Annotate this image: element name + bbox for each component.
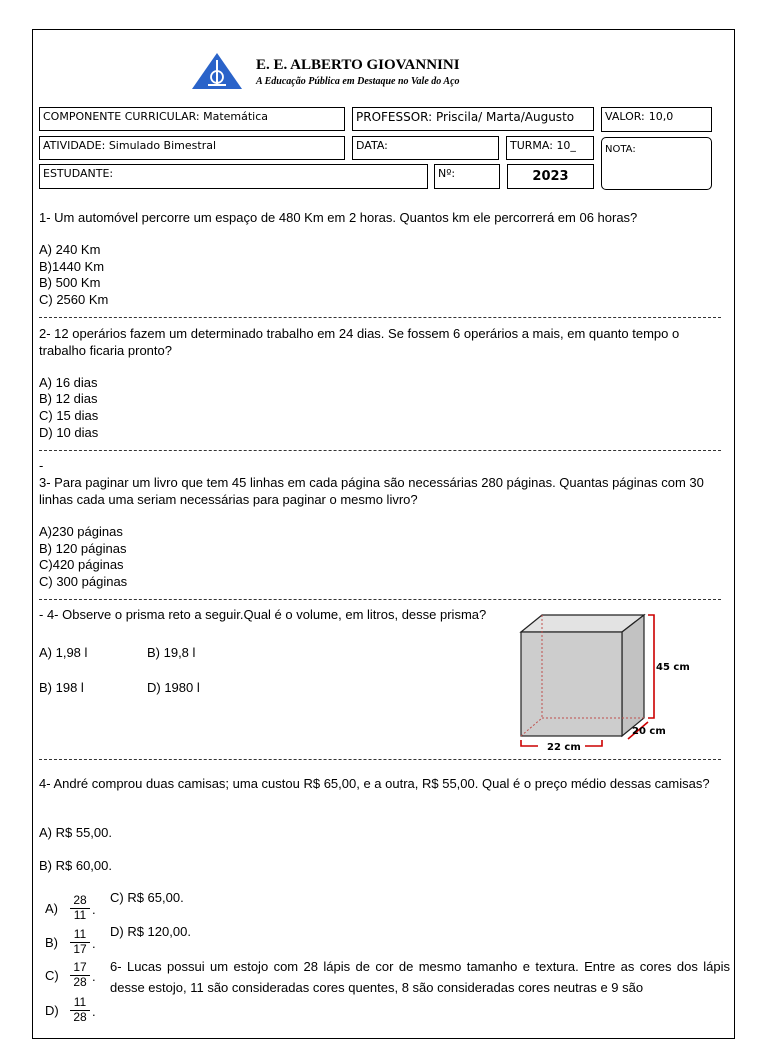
professor-field[interactable]: PROFESSOR: Priscila/ Marta/Augusto [352, 107, 594, 131]
q3-option-a[interactable]: A)230 páginas [39, 524, 123, 539]
q4-option-b2[interactable]: B) 198 l [39, 680, 84, 695]
separator [39, 599, 721, 600]
prism-width-label: 22 cm [547, 742, 581, 753]
q1-text: 1- Um automóvel percorre um espaço de 480 Km em 2 horas. Quantos km ele percorrerá em 06 horas? [39, 210, 638, 225]
fraction-numerator: 17 [70, 961, 90, 976]
q4-option-b1[interactable]: B) 19,8 l [147, 645, 196, 660]
fraction-denominator: 28 [73, 975, 87, 989]
q5-option-c[interactable]: C) R$ 65,00. [110, 890, 184, 905]
fraction-denominator: 11 [73, 908, 87, 922]
q5-option-a[interactable]: A) R$ 55,00. [39, 825, 112, 840]
nota-field[interactable]: NOTA: [601, 137, 712, 190]
q4-option-d[interactable]: D) 1980 l [147, 680, 200, 695]
valor-label: VALOR: [605, 110, 645, 123]
numero-field[interactable]: Nº: [434, 164, 500, 189]
q3-text: 3- Para paginar um livro que tem 45 linhas em cada página são necessárias 280 páginas. Quantas páginas com 30 linhas cada uma seriam necessárias para paginar o mesmo livro? [39, 475, 704, 507]
q4-text: - 4- Observe o prisma reto a seguir.Qual é o volume, em litros, desse prisma? [39, 607, 487, 622]
fraction-numerator: 11 [70, 928, 90, 943]
valor-value: 10,0 [648, 110, 674, 123]
fraction-label: D) [45, 1003, 59, 1018]
atividade-field[interactable]: ATIVIDADE: Simulado Bimestral [39, 136, 345, 160]
data-field[interactable]: DATA: [352, 136, 499, 160]
q2-option-b[interactable]: B) 12 dias [39, 391, 98, 406]
separator [39, 759, 721, 760]
fraction-denominator: 17 [73, 942, 87, 956]
q6-text: 6- Lucas possui um estojo com 28 lápis de cor de mesmo tamanho e textura. Entre as cores dos lápis desse estojo, 11 são consideradas cores quentes, 8 são consideradas cores neutras e 9 são [110, 959, 730, 995]
componente-field[interactable]: COMPONENTE CURRICULAR: Matemática [39, 107, 345, 131]
prism-front-face [521, 632, 622, 736]
fraction-label: B) [45, 935, 58, 950]
school-slogan: A Educação Pública em Destaque no Vale do Aço [256, 76, 460, 87]
valor-field[interactable] [601, 107, 712, 132]
q5-option-b[interactable]: B) R$ 60,00. [39, 858, 112, 873]
q2-text: 2- 12 operários fazem um determinado trabalho em 24 dias. Se fossem 6 operários a mais, em quanto tempo o trabalho ficaria pronto? [39, 326, 680, 358]
prism-depth-label: 20 cm [632, 726, 666, 737]
fraction-denominator: 28 [73, 1010, 87, 1024]
q4-option-a[interactable]: A) 1,98 l [39, 645, 88, 660]
fraction-numerator: 28 [70, 894, 90, 909]
q3-stray-dash: - [39, 458, 44, 473]
school-logo-icon [191, 52, 243, 90]
q5-option-d[interactable]: D) R$ 120,00. [110, 924, 191, 939]
separator [39, 450, 721, 451]
year-field: 2023 [507, 164, 594, 189]
q3-option-b[interactable]: B) 120 páginas [39, 541, 127, 556]
q1-option-b2[interactable]: B) 500 Km [39, 275, 101, 290]
turma-field[interactable]: TURMA: 10_ [506, 136, 594, 160]
separator [39, 317, 721, 318]
fraction-label: C) [45, 968, 59, 983]
prism-figure [512, 608, 712, 756]
fraction-label: A) [45, 901, 58, 916]
q2-option-c[interactable]: C) 15 dias [39, 408, 99, 423]
q1-option-a[interactable]: A) 240 Km [39, 242, 101, 257]
fraction-numerator: 11 [70, 996, 90, 1011]
q1-option-c[interactable]: C) 2560 Km [39, 292, 109, 307]
q2-option-d[interactable]: D) 10 dias [39, 425, 99, 440]
q3-option-c2[interactable]: C) 300 páginas [39, 574, 128, 589]
prism-height-label: 45 cm [656, 662, 690, 673]
q2-option-a[interactable]: A) 16 dias [39, 375, 98, 390]
school-name: E. E. ALBERTO GIOVANNINI [256, 57, 460, 73]
q1-option-b1[interactable]: B)1440 Km [39, 259, 105, 274]
q3-option-c1[interactable]: C)420 páginas [39, 557, 124, 572]
q5-text: 4- André comprou duas camisas; uma custou R$ 65,00, e a outra, R$ 55,00. Qual é o preço médio dessas camisas? [39, 776, 710, 791]
prism-side-face [622, 615, 644, 736]
estudante-field[interactable]: ESTUDANTE: [39, 164, 428, 189]
